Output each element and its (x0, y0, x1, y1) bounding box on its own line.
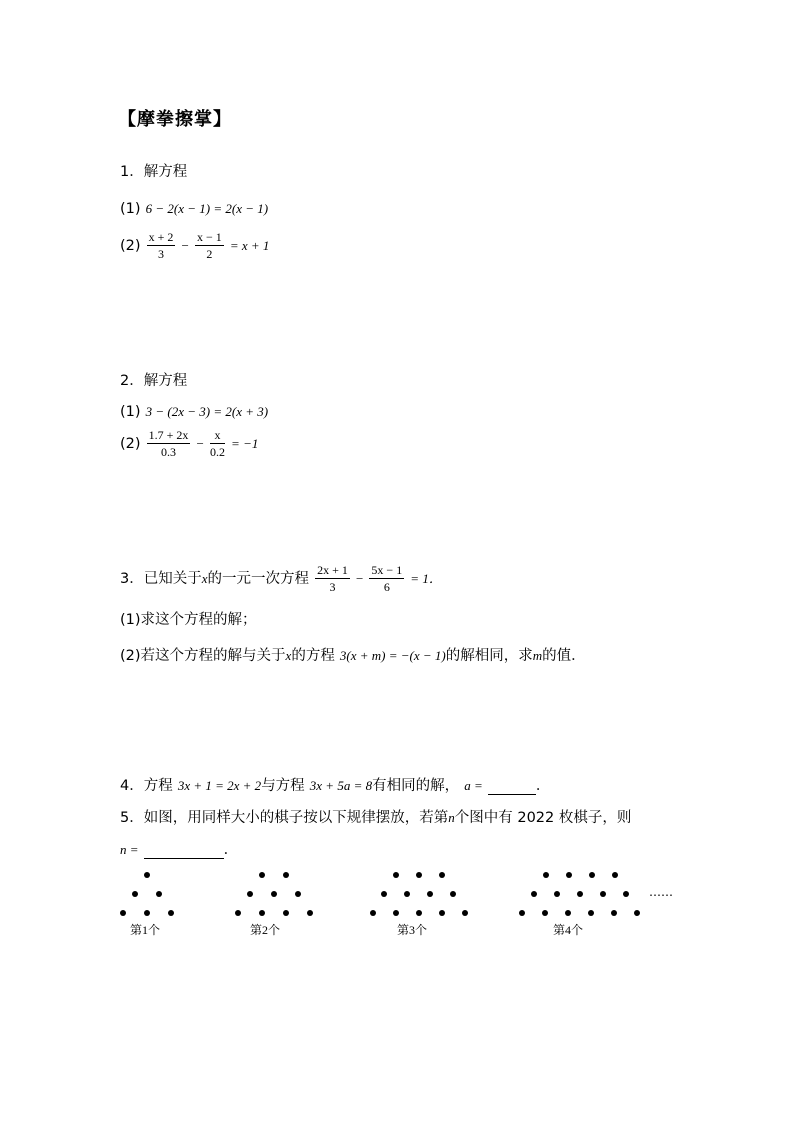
chess-piece (235, 910, 241, 916)
q3-part2-var-m: m (532, 648, 543, 663)
chess-piece (612, 872, 618, 878)
q3-part2-d: 的值． (542, 648, 586, 664)
pattern-3 (370, 872, 468, 916)
fraction-numerator: 1.7 + 2x (148, 428, 189, 442)
chess-piece (611, 910, 617, 916)
chess-piece (404, 891, 410, 897)
q1-part1-label: (1) (120, 201, 141, 217)
fraction-numerator: 2x + 1 (317, 563, 348, 577)
chess-piece (566, 872, 572, 878)
chess-piece (393, 910, 399, 916)
q3-part2-var-x: x (285, 648, 292, 663)
pattern-1-caption: 第1个 (130, 923, 161, 937)
chess-piece (439, 872, 445, 878)
section-title: 【摩拳擦掌】 (118, 109, 232, 130)
fraction-numerator: x + 2 (148, 230, 174, 244)
q3-part2-equation: 3(x + m) = −(x − 1) (339, 648, 446, 663)
q2-part2-label: (2) (120, 436, 141, 452)
q5-ellipsis: …… (649, 885, 673, 899)
chess-piece (565, 910, 571, 916)
fraction-denominator: 0.3 (161, 445, 177, 459)
chess-piece (531, 891, 537, 897)
chess-piece (271, 891, 277, 897)
chess-piece (634, 910, 640, 916)
q5-var-n-eq: n = (120, 842, 139, 857)
chess-piece (416, 872, 422, 878)
q4-equation-1: 3x + 1 = 2x + 2 (177, 778, 262, 793)
fraction-denominator: 3 (329, 580, 336, 594)
chess-piece (462, 910, 468, 916)
chess-piece (623, 891, 629, 897)
q3-var-x: x (201, 571, 208, 586)
q1-part2-rhs: = x + 1 (229, 238, 270, 253)
chess-piece (144, 872, 150, 878)
chess-piece (416, 910, 422, 916)
chess-piece (427, 891, 433, 897)
chess-piece (577, 891, 583, 897)
pattern-4-caption: 第4个 (553, 923, 584, 937)
pattern-2-caption: 第2个 (250, 923, 281, 937)
chess-piece (307, 910, 313, 916)
q5-end: ． (223, 842, 239, 858)
chess-piece (156, 891, 162, 897)
q3-intro-a: 3．已知关于 (120, 571, 202, 587)
chess-piece (439, 910, 445, 916)
q2-part1-equation: 3 − (2x − 3) = 2(x + 3) (145, 404, 269, 419)
chess-piece (381, 891, 387, 897)
q4-c: 有相同的解， (372, 778, 460, 794)
pattern-3-caption: 第3个 (397, 923, 428, 937)
q3-part2-b: 的方程 (291, 648, 335, 664)
q2-heading: 2．解方程 (120, 373, 188, 389)
minus-sign: − (181, 238, 189, 253)
chess-piece (554, 891, 560, 897)
q4-end: ． (535, 778, 551, 794)
chess-piece (542, 910, 548, 916)
q4-equation-2: 3x + 5a = 8 (309, 778, 373, 793)
chess-piece (247, 891, 253, 897)
fraction-denominator: 6 (383, 580, 390, 594)
q3-intro-b: 的一元一次方程 (207, 571, 310, 587)
q5-line1-a: 5．如图，用同样大小的棋子按以下规律摆放，若第 (120, 810, 449, 826)
fraction-denominator: 3 (158, 247, 165, 261)
q2-part2-rhs: = −1 (231, 436, 259, 451)
q3-part2-a: (2)若这个方程的解与关于 (120, 648, 286, 664)
chess-piece (144, 910, 150, 916)
chess-piece (600, 891, 606, 897)
q2-part1-label: (1) (120, 404, 141, 420)
chess-piece (283, 872, 289, 878)
q3-part1: (1)求这个方程的解； (120, 612, 257, 628)
q4-b: 与方程 (261, 778, 305, 794)
chess-piece (168, 910, 174, 916)
q5-line1-b: 个图中有 2022 枚棋子，则 (454, 810, 632, 826)
fraction-denominator: 0.2 (209, 445, 225, 459)
chess-piece (120, 910, 126, 916)
minus-sign: − (355, 571, 364, 586)
q4-var-a: a = (464, 778, 483, 793)
chess-piece (588, 910, 594, 916)
fraction-numerator: x − 1 (196, 230, 222, 244)
fraction-denominator: 2 (206, 247, 213, 261)
chess-piece (295, 891, 301, 897)
q1-heading: 1．解方程 (120, 164, 188, 180)
chess-piece (259, 910, 265, 916)
pattern-1 (120, 872, 174, 916)
chess-piece (543, 872, 549, 878)
q3-part2-c: 的解相同，求 (445, 648, 533, 664)
chess-piece (283, 910, 289, 916)
chess-piece (259, 872, 265, 878)
chess-piece (589, 872, 595, 878)
q4-a: 4．方程 (120, 778, 173, 794)
chess-piece (393, 872, 399, 878)
q5-var-n: n (448, 810, 455, 825)
pattern-2 (235, 872, 313, 916)
chess-piece (450, 891, 456, 897)
q3-rhs: = 1． (410, 571, 442, 586)
q1-part1-equation: 6 − 2(x − 1) = 2(x − 1) (145, 201, 269, 216)
fraction-numerator: 5x − 1 (371, 563, 403, 577)
chess-piece (132, 891, 138, 897)
chess-piece (519, 910, 525, 916)
pattern-4 (519, 872, 640, 916)
q1-part2-label: (2) (120, 238, 141, 254)
chess-piece (370, 910, 376, 916)
fraction-numerator: x (210, 428, 225, 444)
minus-sign: − (196, 436, 204, 451)
